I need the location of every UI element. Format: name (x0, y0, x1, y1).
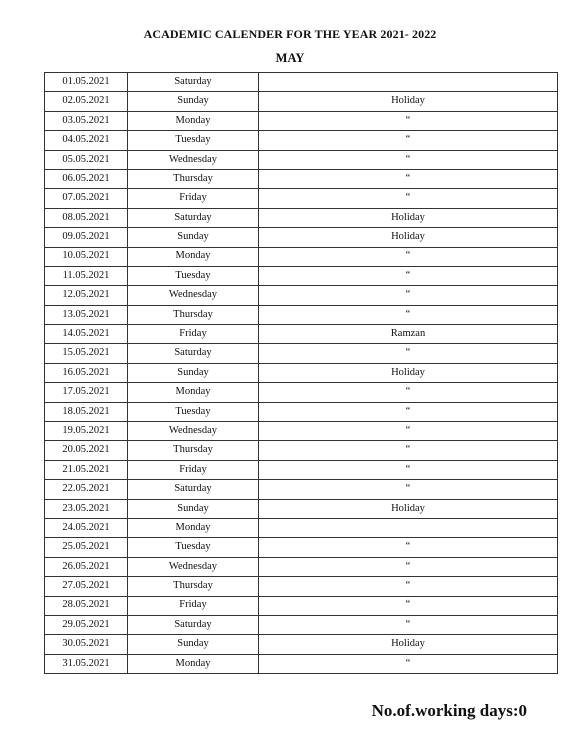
remark-cell: “ (259, 441, 558, 460)
day-cell: Thursday (128, 305, 259, 324)
day-cell: Friday (128, 189, 259, 208)
date-cell: 04.05.2021 (45, 131, 128, 150)
working-days-summary: No.of.working days:0 (371, 701, 527, 720)
table-row (45, 538, 558, 557)
date-cell: 21.05.2021 (45, 460, 128, 479)
remark-cell: “ (259, 111, 558, 130)
date-cell: 05.05.2021 (45, 150, 128, 169)
table-row (45, 577, 558, 596)
date-cell: 14.05.2021 (45, 325, 128, 344)
day-cell: Tuesday (128, 266, 259, 285)
day-cell: Tuesday (128, 402, 259, 421)
date-cell: 24.05.2021 (45, 518, 128, 537)
table-row (45, 150, 558, 169)
table-row (45, 228, 558, 247)
table-row (45, 518, 558, 537)
date-cell: 06.05.2021 (45, 169, 128, 188)
table-row (45, 402, 558, 421)
day-cell: Sunday (128, 92, 259, 111)
day-cell: Saturday (128, 73, 259, 92)
table-row (45, 363, 558, 382)
table-row (45, 131, 558, 150)
table-row (45, 286, 558, 305)
date-cell: 01.05.2021 (45, 73, 128, 92)
date-cell: 02.05.2021 (45, 92, 128, 111)
table-row (45, 325, 558, 344)
date-cell: 17.05.2021 (45, 383, 128, 402)
table-row (45, 615, 558, 634)
remark-cell (259, 518, 558, 537)
remark-cell: Holiday (259, 635, 558, 654)
table-row (45, 422, 558, 441)
remark-cell: “ (259, 286, 558, 305)
day-cell: Monday (128, 111, 259, 130)
remark-cell: “ (259, 577, 558, 596)
day-cell: Sunday (128, 499, 259, 518)
day-cell: Friday (128, 325, 259, 344)
table-row (45, 92, 558, 111)
day-cell: Monday (128, 247, 259, 266)
day-cell: Wednesday (128, 286, 259, 305)
table-row (45, 596, 558, 615)
date-cell: 09.05.2021 (45, 228, 128, 247)
date-cell: 07.05.2021 (45, 189, 128, 208)
day-cell: Friday (128, 460, 259, 479)
remark-cell: “ (259, 383, 558, 402)
remark-cell: “ (259, 480, 558, 499)
day-cell: Saturday (128, 480, 259, 499)
remark-cell: “ (259, 596, 558, 615)
remark-cell: “ (259, 305, 558, 324)
remark-cell: Holiday (259, 92, 558, 111)
table-row (45, 499, 558, 518)
date-cell: 18.05.2021 (45, 402, 128, 421)
table-row (45, 635, 558, 654)
day-cell: Wednesday (128, 150, 259, 169)
day-cell: Sunday (128, 363, 259, 382)
remark-cell: “ (259, 402, 558, 421)
day-cell: Sunday (128, 228, 259, 247)
remark-cell: Ramzan (259, 325, 558, 344)
remark-cell: “ (259, 654, 558, 673)
date-cell: 11.05.2021 (45, 266, 128, 285)
table-row (45, 460, 558, 479)
table-row (45, 305, 558, 324)
day-cell: Thursday (128, 169, 259, 188)
remark-cell: Holiday (259, 363, 558, 382)
date-cell: 28.05.2021 (45, 596, 128, 615)
table-row (45, 654, 558, 673)
day-cell: Monday (128, 383, 259, 402)
table-row (45, 189, 558, 208)
remark-cell (259, 73, 558, 92)
date-cell: 29.05.2021 (45, 615, 128, 634)
date-cell: 23.05.2021 (45, 499, 128, 518)
remark-cell: Holiday (259, 228, 558, 247)
date-cell: 12.05.2021 (45, 286, 128, 305)
table-row (45, 247, 558, 266)
day-cell: Tuesday (128, 538, 259, 557)
table-row (45, 480, 558, 499)
remark-cell: “ (259, 169, 558, 188)
date-cell: 13.05.2021 (45, 305, 128, 324)
remark-cell: “ (259, 460, 558, 479)
day-cell: Wednesday (128, 557, 259, 576)
remark-cell: “ (259, 557, 558, 576)
remark-cell: “ (259, 247, 558, 266)
calendar-table (44, 72, 558, 674)
date-cell: 16.05.2021 (45, 363, 128, 382)
date-cell: 30.05.2021 (45, 635, 128, 654)
remark-cell: “ (259, 538, 558, 557)
day-cell: Saturday (128, 615, 259, 634)
day-cell: Monday (128, 654, 259, 673)
table-row (45, 557, 558, 576)
day-cell: Thursday (128, 577, 259, 596)
day-cell: Wednesday (128, 422, 259, 441)
day-cell: Friday (128, 596, 259, 615)
date-cell: 31.05.2021 (45, 654, 128, 673)
day-cell: Sunday (128, 635, 259, 654)
date-cell: 15.05.2021 (45, 344, 128, 363)
table-row (45, 266, 558, 285)
remark-cell: Holiday (259, 499, 558, 518)
remark-cell: “ (259, 150, 558, 169)
remark-cell: Holiday (259, 208, 558, 227)
table-row (45, 111, 558, 130)
day-cell: Tuesday (128, 131, 259, 150)
table-row (45, 169, 558, 188)
date-cell: 22.05.2021 (45, 480, 128, 499)
page-title: ACADEMIC CALENDER FOR THE YEAR 2021- 2022 (143, 27, 437, 41)
table-row (45, 383, 558, 402)
calendar-body (45, 73, 558, 674)
date-cell: 19.05.2021 (45, 422, 128, 441)
day-cell: Thursday (128, 441, 259, 460)
remark-cell: “ (259, 189, 558, 208)
date-cell: 10.05.2021 (45, 247, 128, 266)
day-cell: Saturday (128, 208, 259, 227)
month-heading: MAY (275, 51, 305, 65)
table-row (45, 208, 558, 227)
date-cell: 26.05.2021 (45, 557, 128, 576)
day-cell: Saturday (128, 344, 259, 363)
remark-cell: “ (259, 615, 558, 634)
date-cell: 25.05.2021 (45, 538, 128, 557)
day-cell: Monday (128, 518, 259, 537)
remark-cell: “ (259, 344, 558, 363)
remark-cell: “ (259, 422, 558, 441)
table-row (45, 344, 558, 363)
date-cell: 20.05.2021 (45, 441, 128, 460)
date-cell: 27.05.2021 (45, 577, 128, 596)
remark-cell: “ (259, 131, 558, 150)
table-row (45, 73, 558, 92)
date-cell: 08.05.2021 (45, 208, 128, 227)
remark-cell: “ (259, 266, 558, 285)
date-cell: 03.05.2021 (45, 111, 128, 130)
table-row (45, 441, 558, 460)
